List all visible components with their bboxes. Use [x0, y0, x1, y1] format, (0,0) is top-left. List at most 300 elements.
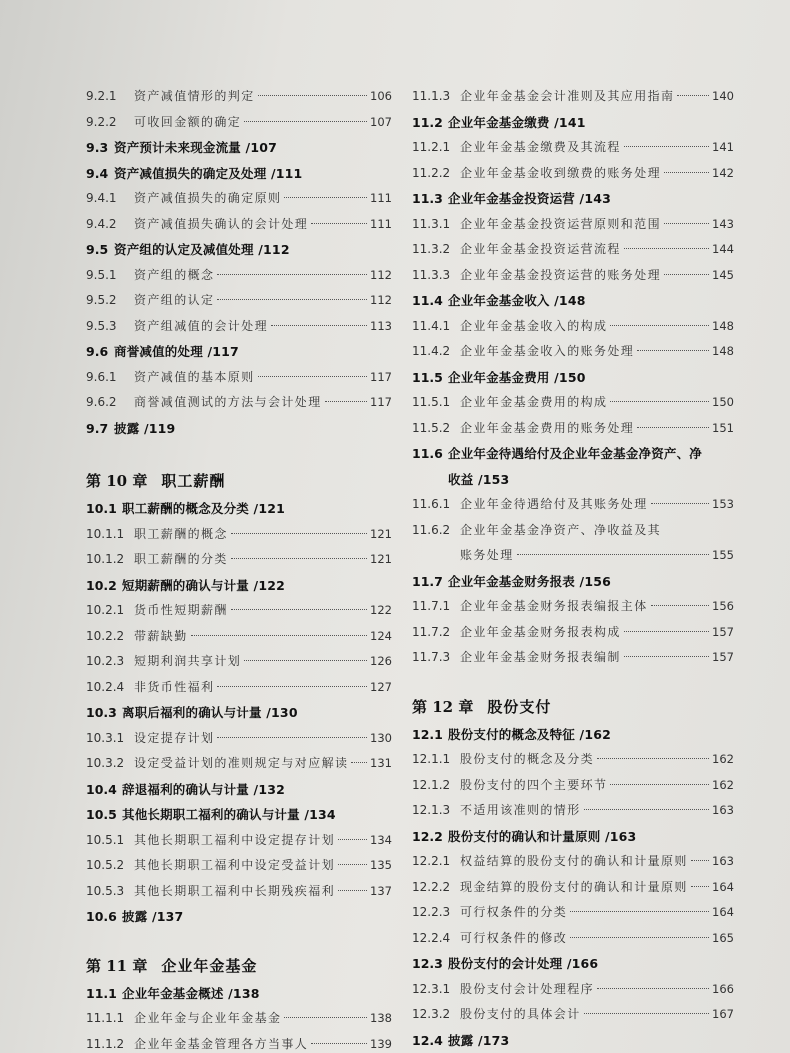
page-number: 162 — [712, 752, 734, 766]
chapter-title: 职工薪酬 — [161, 472, 226, 490]
subsection-entry — [86, 598, 392, 624]
subsection-number: 9.5.3 — [86, 318, 117, 333]
section-number: 11.1 — [86, 985, 117, 1001]
subsection-title: 企业年金待遇给付及其账务处理 — [460, 497, 648, 511]
leader-dots — [677, 95, 709, 96]
leader-dots — [338, 839, 367, 840]
subsection-number: 12.3.1 — [412, 981, 451, 996]
section-number: 10.4 — [86, 781, 117, 797]
section-title: 企业年金基金财务报表 /156 — [448, 573, 612, 589]
subsection-entry — [412, 926, 734, 952]
subsection-title: 资产减值情形的判定 — [134, 89, 255, 103]
page-number: 117 — [370, 369, 392, 384]
subsection-title: 股份支付的具体会计 — [460, 1007, 581, 1021]
section-number: 10.5 — [86, 807, 117, 822]
page-number: 156 — [712, 599, 734, 613]
subsection-number: 11.7.2 — [412, 624, 451, 639]
subsection-number: 11.4.1 — [412, 318, 451, 333]
subsection-title: 企业年金基金收入的账务处理 — [460, 344, 635, 358]
page-number: 150 — [712, 395, 734, 409]
subsection-title: 股份支付会计处理程序 — [460, 981, 595, 996]
subsection-entry — [86, 853, 392, 879]
subsection-title: 企业年金基金费用的构成 — [460, 395, 608, 409]
leader-dots — [231, 533, 367, 534]
leader-dots — [311, 1043, 367, 1044]
subsection-entry — [86, 263, 392, 289]
subsection-number: 12.1.3 — [412, 803, 451, 817]
leader-dots — [597, 758, 709, 759]
section-title: 其他长期职工福利的确认与计量 /134 — [122, 807, 336, 822]
section-number: 12.1 — [412, 726, 443, 742]
subsection-title: 企业年金基金净资产、净收益及其 — [460, 522, 662, 537]
subsection-title: 不适用该准则的情形 — [460, 803, 581, 817]
section-title: 股份支付的确认和计量原则 /163 — [448, 828, 637, 844]
leader-dots — [258, 376, 367, 377]
subsection-number: 10.1.1 — [86, 526, 125, 541]
subsection-entry — [412, 135, 734, 161]
subsection-entry — [86, 365, 392, 391]
subsection-entry — [86, 390, 392, 416]
leader-dots — [338, 864, 367, 865]
section-title: 企业年金基金缴费 /141 — [448, 114, 586, 130]
subsection-entry — [86, 522, 392, 548]
subsection-entry — [412, 620, 734, 646]
page-number: 121 — [370, 552, 392, 566]
subsection-title: 其他长期职工福利中设定提存计划 — [134, 832, 336, 847]
page-number: 162 — [712, 777, 734, 792]
leader-dots — [325, 401, 367, 402]
leader-dots — [624, 146, 709, 147]
leader-dots — [637, 427, 709, 428]
leader-dots — [217, 299, 367, 300]
subsection-title: 职工薪酬的分类 — [134, 552, 228, 566]
subsection-number: 10.2.3 — [86, 654, 125, 668]
subsection-entry-continued — [412, 543, 734, 569]
subsection-title: 企业年金基金缴费及其流程 — [460, 140, 621, 154]
leader-dots — [231, 558, 367, 559]
section-title: 企业年金基金投资运营 /143 — [448, 191, 612, 206]
subsection-title: 企业年金基金投资运营原则和范围 — [460, 216, 662, 231]
section-title: 披露 /137 — [122, 909, 184, 924]
subsection-title: 资产组的认定 — [134, 293, 215, 307]
subsection-entry — [412, 747, 734, 773]
leader-dots — [584, 1013, 709, 1014]
subsection-number: 11.4.2 — [412, 344, 451, 358]
subsection-title: 企业年金基金费用的账务处理 — [460, 420, 635, 435]
subsection-title: 企业年金与企业年金基金 — [134, 1011, 282, 1025]
leader-dots — [570, 937, 709, 938]
subsection-number: 12.1.2 — [412, 777, 451, 792]
section-entry — [412, 1028, 734, 1053]
page-number: 157 — [712, 624, 734, 639]
leader-dots — [664, 223, 709, 224]
chapter-title: 股份支付 — [487, 697, 552, 716]
chapter-number: 第 11 章 — [86, 956, 148, 975]
subsection-title: 企业年金基金会计准则及其应用指南 — [460, 89, 675, 103]
subsection-entry — [412, 339, 734, 365]
section-number: 11.5 — [412, 369, 443, 385]
page-number: 111 — [370, 216, 392, 231]
subsection-number: 12.2.4 — [412, 930, 451, 945]
leader-dots — [311, 223, 367, 224]
chapter-heading — [86, 952, 392, 980]
subsection-entry — [412, 212, 734, 238]
page-number: 131 — [370, 756, 392, 770]
section-number: 11.6 — [412, 446, 443, 461]
subsection-title: 现金结算的股份支付的确认和计量原则 — [460, 879, 688, 894]
subsection-entry — [412, 773, 734, 799]
leader-dots — [351, 762, 367, 763]
leader-dots — [610, 784, 709, 785]
subsection-number: 10.2.2 — [86, 628, 125, 643]
section-title: 企业年金待遇给付及企业年金基金净资产、净 — [448, 446, 703, 461]
subsection-title: 股份支付的概念及分类 — [460, 752, 595, 766]
leader-dots — [651, 503, 709, 504]
section-entry-continued — [412, 467, 734, 493]
section-entry — [86, 496, 392, 522]
subsection-title: 可行权条件的修改 — [460, 930, 568, 945]
section-title: 资产组的认定及减值处理 /112 — [114, 242, 290, 257]
subsection-number: 11.6.2 — [412, 522, 451, 537]
subsection-number: 12.1.1 — [412, 752, 451, 766]
section-entry — [86, 904, 392, 930]
subsection-number: 11.7.3 — [412, 650, 451, 664]
section-number: 9.6 — [86, 344, 109, 359]
subsection-entry — [412, 798, 734, 824]
section-entry — [412, 951, 734, 977]
page-number: 112 — [370, 267, 392, 282]
subsection-title: 资产组的概念 — [134, 267, 215, 282]
subsection-number: 10.3.2 — [86, 756, 125, 770]
subsection-entry — [86, 314, 392, 340]
subsection-number: 11.3.3 — [412, 267, 451, 282]
leader-dots — [691, 860, 709, 861]
section-entry — [412, 288, 734, 314]
subsection-entry — [86, 1032, 392, 1053]
chapter-number: 第 12 章 — [412, 697, 474, 716]
subsection-title: 资产减值损失的确定原则 — [134, 191, 282, 205]
section-title: 股份支付的会计处理 /166 — [448, 956, 599, 971]
subsection-number: 9.2.1 — [86, 89, 117, 103]
subsection-number: 11.3.1 — [412, 216, 451, 231]
subsection-title: 资产组减值的会计处理 — [134, 318, 269, 333]
subsection-number: 10.2.1 — [86, 603, 125, 617]
section-entry — [412, 722, 734, 748]
section-entry — [412, 824, 734, 850]
subsection-title: 企业年金基金管理各方当事人 — [134, 1036, 309, 1051]
subsection-entry — [86, 288, 392, 314]
subsection-number: 9.4.1 — [86, 191, 117, 205]
section-entry — [412, 441, 734, 467]
subsection-entry — [412, 263, 734, 289]
subsection-number: 11.2.1 — [412, 140, 451, 154]
leader-dots — [664, 274, 709, 275]
leader-dots — [691, 886, 709, 887]
subsection-number: 9.6.1 — [86, 369, 117, 384]
leader-dots — [624, 656, 709, 657]
section-title: 披露 /119 — [114, 420, 176, 436]
subsection-entry — [86, 675, 392, 701]
subsection-title: 商誉减值测试的方法与会计处理 — [134, 395, 322, 409]
leader-dots — [284, 197, 367, 198]
subsection-title: 权益结算的股份支付的确认和计量原则 — [460, 854, 688, 868]
section-entry — [412, 365, 734, 391]
page-number: 121 — [370, 526, 392, 541]
subsection-title-continued: 账务处理 — [460, 548, 514, 562]
page-number: 151 — [712, 420, 734, 435]
subsection-title: 企业年金基金财务报表编报主体 — [460, 599, 648, 613]
subsection-title: 股份支付的四个主要环节 — [460, 777, 608, 792]
leader-dots — [651, 605, 709, 606]
subsection-number: 10.1.2 — [86, 552, 125, 566]
subsection-title: 设定受益计划的准则规定与对应解读 — [134, 756, 349, 770]
page-number: 111 — [370, 191, 392, 205]
leader-dots — [610, 401, 709, 402]
section-number: 11.7 — [412, 573, 443, 589]
section-number: 9.4 — [86, 165, 109, 181]
section-number: 9.3 — [86, 140, 109, 155]
page-number: 124 — [370, 628, 392, 643]
subsection-entry — [412, 416, 734, 442]
leader-dots — [597, 988, 709, 989]
subsection-entry — [412, 390, 734, 416]
subsection-entry — [412, 237, 734, 263]
page-number: 155 — [712, 548, 734, 562]
subsection-entry — [412, 314, 734, 340]
subsection-number: 12.2.2 — [412, 879, 451, 894]
leader-dots — [217, 686, 367, 687]
section-entry — [86, 135, 392, 161]
section-title: 短期薪酬的确认与计量 /122 — [122, 577, 286, 593]
section-title: 企业年金基金费用 /150 — [448, 369, 586, 385]
subsection-title: 资产减值的基本原则 — [134, 369, 255, 384]
section-number: 12.3 — [412, 956, 443, 971]
leader-dots — [217, 274, 367, 275]
section-title: 资产减值损失的确定及处理 /111 — [114, 165, 303, 181]
section-entry — [86, 339, 392, 365]
page-number: 112 — [370, 293, 392, 307]
section-title-continued: 收益 /153 — [448, 471, 510, 487]
subsection-title: 非货币性福利 — [134, 679, 215, 694]
section-entry — [86, 573, 392, 599]
subsection-entry — [412, 161, 734, 187]
page-number: 134 — [370, 832, 392, 847]
subsection-number: 9.5.2 — [86, 293, 117, 307]
subsection-number: 10.5.2 — [86, 858, 125, 872]
leader-dots — [244, 660, 367, 661]
leader-dots — [584, 809, 709, 810]
subsection-entry — [86, 212, 392, 238]
section-title: 企业年金基金收入 /148 — [448, 293, 586, 308]
subsection-number: 11.2.2 — [412, 165, 451, 180]
subsection-title: 资产减值损失确认的会计处理 — [134, 216, 309, 231]
subsection-title: 可行权条件的分类 — [460, 905, 568, 919]
leader-dots — [258, 95, 367, 96]
section-number: 10.3 — [86, 705, 117, 720]
section-title: 股份支付的概念及特征 /162 — [448, 726, 612, 742]
subsection-title: 企业年金基金财务报表构成 — [460, 624, 621, 639]
subsection-entry — [86, 726, 392, 752]
chapter-heading — [412, 693, 734, 721]
toc-column-right — [412, 84, 734, 1053]
page-number: 106 — [370, 89, 392, 103]
subsection-entry — [412, 1002, 734, 1028]
section-entry — [412, 569, 734, 595]
subsection-number: 9.4.2 — [86, 216, 117, 231]
section-title: 离职后福利的确认与计量 /130 — [122, 705, 298, 720]
subsection-entry — [86, 624, 392, 650]
section-title: 资产预计未来现金流量 /107 — [114, 140, 278, 155]
page-number: 148 — [712, 344, 734, 358]
leader-dots — [624, 631, 709, 632]
chapter-title: 企业年金基金 — [161, 956, 258, 975]
subsection-entry — [86, 186, 392, 212]
section-entry — [86, 802, 392, 828]
leader-dots — [244, 121, 367, 122]
subsection-number: 10.5.1 — [86, 832, 125, 847]
subsection-number: 11.6.1 — [412, 497, 451, 511]
section-entry — [86, 416, 392, 442]
section-number: 10.2 — [86, 577, 117, 593]
section-number: 10.6 — [86, 909, 117, 924]
page-number: 113 — [370, 318, 392, 333]
subsection-title: 设定提存计划 — [134, 730, 215, 745]
subsection-entry — [412, 977, 734, 1003]
subsection-title: 企业年金基金财务报表编制 — [460, 650, 621, 664]
page-number: 163 — [712, 803, 734, 817]
chapter-heading — [86, 467, 392, 495]
leader-dots — [517, 554, 709, 555]
subsection-number: 11.1.1 — [86, 1011, 125, 1025]
leader-dots — [271, 325, 367, 326]
page-number: 122 — [370, 603, 392, 617]
leader-dots — [217, 737, 367, 738]
subsection-number: 9.5.1 — [86, 267, 117, 282]
subsection-number: 10.3.1 — [86, 730, 125, 745]
section-entry — [86, 981, 392, 1007]
section-title: 辞退福利的确认与计量 /132 — [122, 781, 286, 797]
section-number: 11.3 — [412, 191, 443, 206]
subsection-number: 11.3.2 — [412, 242, 451, 256]
section-number: 9.5 — [86, 242, 109, 257]
subsection-number: 9.6.2 — [86, 395, 117, 409]
page-number: 139 — [370, 1036, 392, 1051]
subsection-number: 12.2.3 — [412, 905, 451, 919]
subsection-title: 企业年金基金收到缴费的账务处理 — [460, 165, 662, 180]
subsection-entry — [86, 84, 392, 110]
page-number: 126 — [370, 654, 392, 668]
subsection-title: 企业年金基金收入的构成 — [460, 318, 608, 333]
page-number: 164 — [712, 879, 734, 894]
page-number: 165 — [712, 930, 734, 945]
page-number: 164 — [712, 905, 734, 919]
subsection-number: 10.5.3 — [86, 883, 125, 898]
section-entry — [412, 186, 734, 212]
subsection-entry — [86, 547, 392, 573]
subsection-entry — [412, 645, 734, 671]
section-title: 商誉减值的处理 /117 — [114, 344, 239, 359]
section-entry — [86, 700, 392, 726]
subsection-title: 短期利润共享计划 — [134, 654, 242, 668]
page-number: 153 — [712, 497, 734, 511]
subsection-title: 其他长期职工福利中长期残疾福利 — [134, 883, 336, 898]
subsection-title: 货币性短期薪酬 — [134, 603, 228, 617]
leader-dots — [624, 248, 709, 249]
page-number: 107 — [370, 114, 392, 129]
page-number: 144 — [712, 242, 734, 256]
leader-dots — [338, 890, 367, 891]
section-entry — [86, 237, 392, 263]
section-number: 9.7 — [86, 420, 109, 436]
page-number: 143 — [712, 216, 734, 231]
chapter-number: 第 10 章 — [86, 472, 148, 490]
subsection-entry — [86, 649, 392, 675]
subsection-entry — [412, 900, 734, 926]
subsection-title: 企业年金基金投资运营的账务处理 — [460, 267, 662, 282]
leader-dots — [610, 325, 709, 326]
page-number: 167 — [712, 1007, 734, 1021]
page-number: 157 — [712, 650, 734, 664]
section-title: 企业年金基金概述 /138 — [122, 985, 260, 1001]
subsection-entry — [412, 875, 734, 901]
section-entry — [412, 110, 734, 136]
subsection-number: 10.2.4 — [86, 679, 125, 694]
page-number: 163 — [712, 854, 734, 868]
page-number: 145 — [712, 267, 734, 282]
subsection-number: 11.5.2 — [412, 420, 451, 435]
subsection-number: 11.1.2 — [86, 1036, 125, 1051]
subsection-number: 11.7.1 — [412, 599, 451, 613]
subsection-entry — [86, 751, 392, 777]
subsection-entry — [412, 492, 734, 518]
page-number: 148 — [712, 318, 734, 333]
subsection-entry — [86, 828, 392, 854]
subsection-entry — [412, 84, 734, 110]
page-number: 140 — [712, 89, 734, 103]
subsection-number: 9.2.2 — [86, 114, 117, 129]
section-title: 披露 /173 — [448, 1032, 510, 1048]
section-title: 职工薪酬的概念及分类 /121 — [122, 501, 286, 516]
section-number: 11.4 — [412, 293, 443, 308]
leader-dots — [570, 911, 709, 912]
leader-dots — [664, 172, 709, 173]
section-number: 10.1 — [86, 501, 117, 516]
page-number: 127 — [370, 679, 392, 694]
subsection-title: 职工薪酬的概念 — [134, 526, 228, 541]
page-number: 130 — [370, 730, 392, 745]
subsection-number: 12.3.2 — [412, 1007, 451, 1021]
subsection-title: 企业年金基金投资运营流程 — [460, 242, 621, 256]
leader-dots — [284, 1017, 367, 1018]
section-number: 11.2 — [412, 114, 443, 130]
toc-column-left — [86, 84, 392, 1053]
section-entry — [86, 777, 392, 803]
section-number: 12.4 — [412, 1032, 443, 1048]
subsection-number: 12.2.1 — [412, 854, 451, 868]
subsection-entry — [86, 1006, 392, 1032]
subsection-title: 带薪缺勤 — [134, 628, 188, 643]
subsection-title: 可收回金额的确定 — [134, 114, 242, 129]
subsection-title: 其他长期职工福利中设定受益计划 — [134, 858, 336, 872]
leader-dots — [231, 609, 367, 610]
leader-dots — [637, 350, 709, 351]
page-number: 135 — [370, 858, 392, 872]
page-number: 138 — [370, 1011, 392, 1025]
page-number: 137 — [370, 883, 392, 898]
subsection-entry — [86, 110, 392, 136]
subsection-entry — [412, 518, 734, 544]
subsection-entry — [86, 879, 392, 905]
